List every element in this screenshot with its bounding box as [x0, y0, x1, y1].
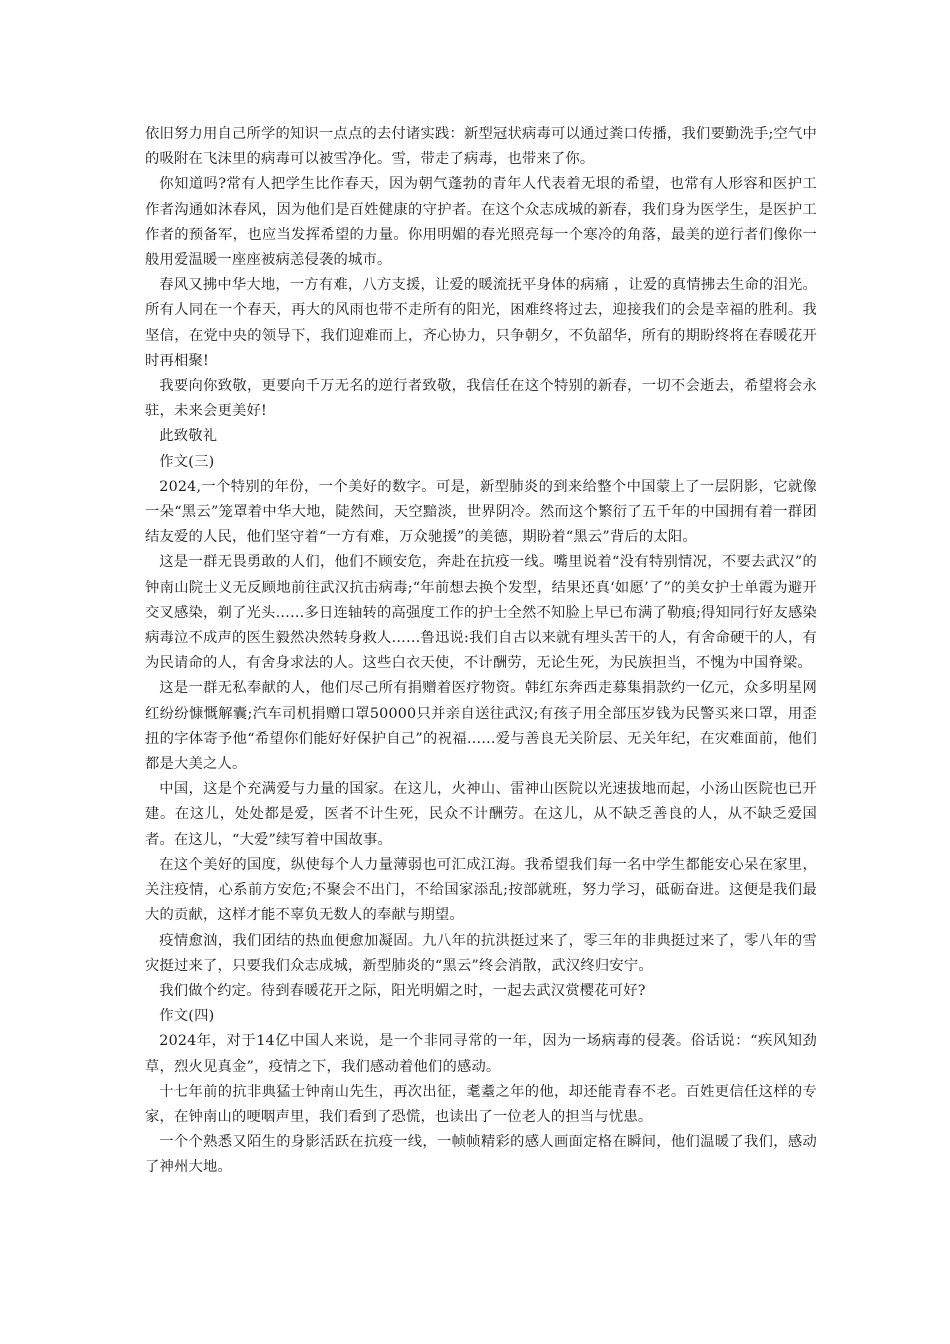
paragraph: 我们做个约定。待到春暖花开之际，阳光明媚之时，一起去武汉赏樱花可好?	[159, 982, 646, 999]
paragraph: 十七年前的抗非典猛士钟南山先生，再次出征，耄耋之年的他，却还能青春不老。百姓更信任这样的专家，在钟南山的哽咽声里，我们看到了恐慌，也读出了一位老人的担当与忧患。	[145, 1083, 817, 1125]
paragraph: 这是一群无畏勇敢的人们，他们不顾安危，奔赴在抗疫一线。嘴里说着“没有特别情况，不要去武汉”的钟南山院士义无反顾地前往武汉抗击病毒;“年前想去换个发型，结果还真‘如愿’了”的美女护士单霞为避开交叉感染，剃了光头……多日连轴转的高强度工作的护士全然不知脸上早已布满了勒痕;得知同行好友感染病毒泣不成声的医生毅然决然转身救人……鲁迅说:我们自古以来就有埋头苦干的人，有舍命硬干的人，有为民请命的人，有舍身求法的人。这些白衣天使，不计酬劳，无论生死，为民族担当，不愧为中国脊梁。	[145, 554, 817, 672]
paragraph: 这是一群无私奉献的人，他们尽己所有捐赠着医疗物资。韩红东奔西走募集捐款约一亿元，众多明星网红纷纷慷慨解囊;汽车司机捐赠口罩50000只并亲自送往武汉;有孩子用全部压岁钱为民警买来口罩，用歪扭的字体寄予他“希望你们能好好保护自己”的祝福……爱与善良无关阶层、无关年纪，在灾难面前，他们都是大美之人。	[145, 680, 817, 773]
paragraph: 一个个熟悉又陌生的身影活跃在抗疫一线，一帧帧精彩的感人画面定格在瞬间，他们温暖了我们，感动了神州大地。	[145, 1134, 817, 1176]
closing-salutation: 此致敬礼	[159, 428, 218, 445]
paragraph: 春风又拂中华大地，一方有难，八方支援，让爱的暖流抚平身体的病痛 ，让爱的真情拂去生命的泪光。所有人同在一个春天，再大的风雨也带不走所有的阳光，困难终将过去，迎接我们的会是幸福的胜利。我坚信，在党中央的领导下，我们迎难而上，齐心协力，只争朝夕，不负韶华，所有的期盼终将在春暖花开时再相聚!	[145, 277, 817, 369]
paragraph: 我要向你致敬，更要向千万无名的逆行者致敬，我信任在这个特别的新春，一切不会逝去，希望将会永驻，未来会更美好!	[145, 378, 817, 420]
paragraph: 依旧努力用自己所学的知识一点点的去付诸实践：新型冠状病毒可以通过粪口传播，我们要勤洗手;空气中的吸附在飞沫里的病毒可以被雪净化。雪，带走了病毒，也带来了你。	[145, 126, 817, 168]
paragraph: 2024,一个特别的年份，一个美好的数字。可是，新型肺炎的到来给整个中国蒙上了一层阴影，它就像一朵“黑云”笼罩着中华大地，陡然间，天空黯淡，世界阴冷。然而这个繁衍了五千年的中国拥有着一群团结友爱的人民，他们坚守着“一方有难，万众驰援”的美德，期盼着“黑云”背后的太阳。	[145, 478, 817, 546]
paragraph: 疫情愈汹，我们团结的热血便愈加凝固。九八年的抗洪挺过来了，零三年的非典挺过来了，零八年的雪灾挺过来了，只要我们众志成城，新型肺炎的“黑云”终会消散，武汉终归安宁。	[145, 932, 817, 974]
document-body	[145, 122, 817, 1181]
paragraph: 2024年，对于14亿中国人来说，是一个非同寻常的一年，因为一场病毒的侵袭。俗话说：“疾风知劲草，烈火见真金”，疫情之下，我们感动着他们的感动。	[145, 1033, 818, 1075]
section-heading: 作文(四)	[159, 1008, 215, 1025]
paragraph: 在这个美好的国度，纵使每个人力量薄弱也可汇成江海。我希望我们每一名中学生都能安心呆在家里，关注疫情，心系前方安危;不聚会不出门，不给国家添乱;按部就班，努力学习，砥砺奋进。这便是我们最大的贡献，这样才能不辜负无数人的奉献与期望。	[145, 856, 817, 924]
paragraph: 中国，这是个充满爱与力量的国家。在这儿，火神山、雷神山医院以光速拔地而起，小汤山医院也已开建。在这儿，处处都是爱，医者不计生死，民众不计酬劳。在这儿，从不缺乏善良的人，从不缺乏爱国者。在这儿，“大爱”续写着中国故事。	[145, 781, 817, 848]
paragraph: 你知道吗?常有人把学生比作春天，因为朝气蓬勃的青年人代表着无垠的希望，也常有人形容和医护工作者沟通如沐春风，因为他们是百姓健康的守护者。在这个众志成城的新春，我们身为医学生，是医护工作者的预备军，也应当发挥希望的力量。你用明媚的春光照亮每一个寒冷的角落，最美的逆行者们像你一般用爱温暖一座座被病恙侵袭的城市。	[145, 176, 817, 269]
section-heading: 作文(三)	[159, 453, 215, 470]
